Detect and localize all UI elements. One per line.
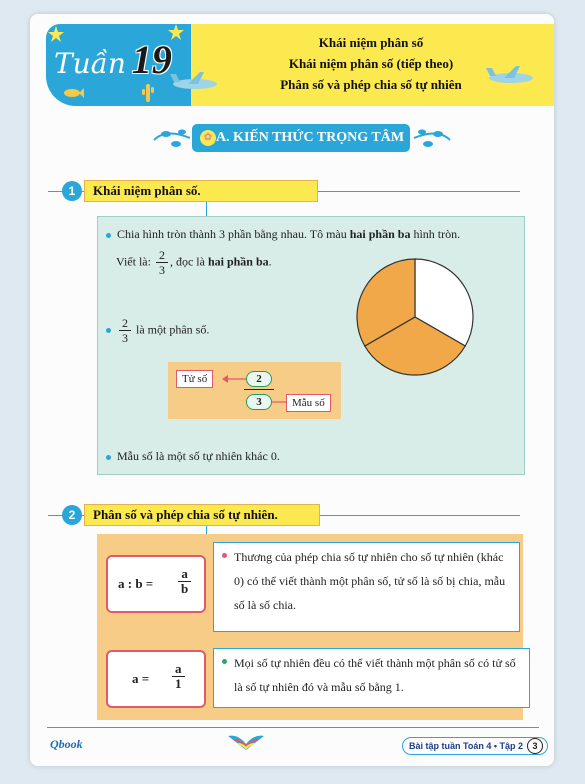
formula-division <box>106 555 206 613</box>
section-title-text: A. KIẾN THỨC TRỌNG TÂM <box>215 130 405 145</box>
airplane-icon <box>170 72 220 94</box>
header-topic: Khái niệm phân số <box>318 35 424 50</box>
fraction <box>178 567 191 596</box>
numerator-label: Tử số <box>176 370 213 388</box>
bullet-dot <box>106 328 111 333</box>
fraction-denominator: 3 <box>158 263 165 277</box>
star-icon <box>168 24 184 40</box>
connector-line <box>206 526 207 534</box>
leaf-decoration-icon <box>412 124 452 154</box>
star-icon <box>48 26 64 42</box>
formula-natural <box>106 650 206 708</box>
header-banner <box>30 24 554 124</box>
numerator-value: 2 <box>246 371 272 387</box>
publisher-logo: Qbook <box>50 737 83 751</box>
bullet-denominator <box>106 448 280 464</box>
item-heading-1 <box>62 180 322 202</box>
header-topics <box>226 32 516 95</box>
connector-line <box>206 202 207 216</box>
item-title: Phân số và phép chia số tự nhiên. <box>84 504 320 526</box>
write-label: Viết là: <box>116 254 151 269</box>
bullet-divide-circle <box>106 226 516 242</box>
natural-explanation: Mọi số tự nhiên đều có thể viết thành một phân số có tử số là số tự nhiên đó và mẫu số bằng 1. <box>234 656 516 694</box>
fraction <box>119 316 131 345</box>
text-natural <box>213 648 530 708</box>
bullet-dot <box>222 659 227 664</box>
write-text: . <box>268 254 272 269</box>
denominator-label: Mẫu số <box>286 394 331 412</box>
bullet-text: Chia hình tròn thành 3 phần bằng nhau. Tô màu <box>117 227 350 241</box>
write-line <box>116 248 272 277</box>
flower-icon: ✿ <box>200 130 216 146</box>
fraction-bar <box>244 389 274 390</box>
item-title: Khái niệm phân số. <box>84 180 318 202</box>
footer-line <box>47 727 539 728</box>
formula-lhs: a = <box>132 671 150 686</box>
page-number: 3 <box>527 738 543 754</box>
fraction-denominator: 1 <box>175 676 182 691</box>
pie-chart <box>354 256 476 378</box>
leaf-decoration-icon <box>152 124 192 154</box>
book-page-badge <box>402 737 548 755</box>
fraction-numerator: a <box>178 567 191 582</box>
bullet-dot <box>106 455 111 460</box>
fish-icon <box>64 88 84 98</box>
header-topic: Phân số và phép chia số tự nhiên <box>280 77 462 92</box>
cactus-icon <box>142 84 154 102</box>
book-title: Bài tập tuần Toán 4 • Tập 2 <box>409 741 523 751</box>
fraction-numerator: a <box>172 662 185 677</box>
bullet-text: hình tròn. <box>410 227 461 241</box>
week-word: Tuần <box>54 47 126 80</box>
write-text: , đọc là <box>169 254 208 269</box>
header-topic: Khái niệm phân số (tiếp theo) <box>288 56 454 71</box>
bullet-bold: hai phần ba <box>349 227 411 241</box>
bullet-text: Mẫu số là một số tự nhiên khác 0. <box>117 449 280 463</box>
bullet-dot <box>106 233 111 238</box>
fraction-denominator: b <box>181 581 189 596</box>
fraction-numerator: 2 <box>119 316 131 331</box>
bullet-is-fraction <box>106 316 209 345</box>
formula-lhs: a : b = <box>118 576 154 591</box>
week-number: 19 <box>131 37 172 82</box>
item-number: 2 <box>62 505 82 525</box>
item-heading-2 <box>62 504 362 526</box>
bullet-text: là một phân số. <box>136 322 210 337</box>
week-label <box>54 36 172 83</box>
section-title <box>192 124 410 152</box>
text-division <box>213 542 520 632</box>
write-bold: hai phần ba <box>207 254 269 269</box>
fraction <box>172 662 185 691</box>
fraction <box>156 248 168 277</box>
bullet-dot <box>222 553 227 558</box>
division-explanation: Thương của phép chia số tự nhiên cho số tự nhiên (khác 0) có thể viết thành một phân số, tử số là số bị chia, mẫu số là số chia. <box>234 550 506 612</box>
wings-logo-icon <box>226 732 266 754</box>
fraction-numerator: 2 <box>156 248 168 263</box>
fraction-denominator: 3 <box>122 331 128 345</box>
item-number: 1 <box>62 181 82 201</box>
arrow-left-icon <box>222 374 246 384</box>
denominator-value: 3 <box>246 394 272 410</box>
